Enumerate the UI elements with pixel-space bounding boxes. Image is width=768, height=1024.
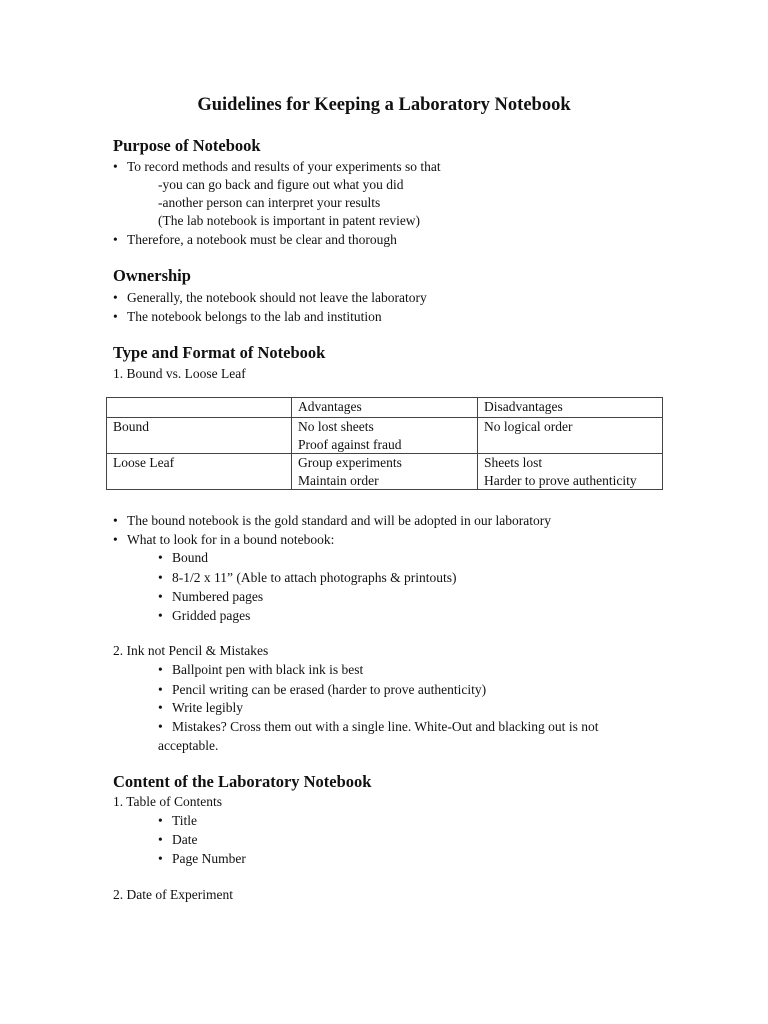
cell-line: Sheets lost <box>484 455 543 470</box>
bullet-item <box>113 157 441 176</box>
document-title: Guidelines for Keeping a Laboratory Notebook <box>197 95 571 115</box>
bullet-text: Gridded pages <box>172 608 251 623</box>
bullet-icon: • <box>158 832 163 847</box>
cell-line: Maintain order <box>298 472 379 488</box>
bullet-icon: • <box>158 550 163 565</box>
bullet-icon: • <box>113 290 118 305</box>
numbered-item: 2. Date of Experiment <box>113 887 233 902</box>
table-cell <box>478 418 663 454</box>
bullet-icon: • <box>158 851 163 866</box>
cell-line: Group experiments <box>298 455 402 470</box>
bullet-icon: • <box>113 513 118 528</box>
sub-text: (The lab notebook is important in patent review) <box>158 213 421 228</box>
bullet-icon: • <box>158 700 163 715</box>
sub-bullet-item <box>158 849 246 868</box>
bullet-icon: • <box>158 682 163 697</box>
heading-content: Content of the Laboratory Notebook <box>113 772 372 791</box>
bullet-item <box>113 511 551 530</box>
sub-bullet-item <box>158 587 263 606</box>
bullet-text: Write legibly <box>172 700 244 715</box>
bullet-icon: • <box>113 159 118 174</box>
cell-line: Harder to prove authenticity <box>484 472 637 488</box>
bullet-text: Page Number <box>172 851 246 866</box>
numbered-item: 1. Bound vs. Loose Leaf <box>113 366 246 381</box>
bullet-text: Mistakes? Cross them out with a single line. White-Out and blacking out is not <box>172 719 599 734</box>
bullet-icon: • <box>158 719 163 734</box>
bullet-text: Therefore, a notebook must be clear and thorough <box>127 232 397 247</box>
table-cell: Loose Leaf <box>107 454 292 490</box>
bullet-text: Date <box>172 832 198 847</box>
cell-line: Proof against fraud <box>298 436 402 452</box>
table-header-cell <box>107 398 292 418</box>
sub-bullet-item <box>158 606 250 625</box>
bullet-icon: • <box>158 813 163 828</box>
table-row <box>107 454 663 490</box>
sub-bullet-item <box>158 811 197 830</box>
bullet-text: Bound <box>172 550 209 565</box>
heading-ownership: Ownership <box>113 266 191 285</box>
bullet-text: 8-1/2 x 11” (Able to attach photographs & printouts) <box>172 570 457 585</box>
sub-text: -you can go back and figure out what you did <box>158 177 404 192</box>
table-cell <box>478 454 663 490</box>
cell-line: No lost sheets <box>298 419 374 434</box>
table-cell <box>292 418 478 454</box>
bullet-text: Numbered pages <box>172 589 264 604</box>
sub-bullet-item <box>158 698 243 717</box>
bullet-text: To record methods and results of your experiments so that <box>127 159 441 174</box>
bullet-text: What to look for in a bound notebook: <box>127 532 335 547</box>
table-header-cell: Advantages <box>292 398 478 418</box>
table-cell <box>292 454 478 490</box>
comparison-table <box>106 397 663 490</box>
bullet-icon: • <box>113 532 118 547</box>
sub-bullet-item <box>158 568 456 587</box>
numbered-item: 2. Ink not Pencil & Mistakes <box>113 643 269 658</box>
table-header-row <box>107 398 663 418</box>
bullet-icon: • <box>113 309 118 324</box>
sub-text: -another person can interpret your results <box>158 195 381 210</box>
bullet-icon: • <box>158 570 163 585</box>
sub-bullet-item <box>158 660 363 679</box>
sub-bullet-item <box>158 830 197 849</box>
bullet-item <box>113 307 382 326</box>
heading-purpose: Purpose of Notebook <box>113 136 261 155</box>
bullet-icon: • <box>158 589 163 604</box>
bullet-icon: • <box>158 662 163 677</box>
cell-line: No logical order <box>484 419 573 434</box>
bullet-text: Ballpoint pen with black ink is best <box>172 662 364 677</box>
bullet-item <box>113 230 397 249</box>
table-row <box>107 418 663 454</box>
sub-bullet-item <box>158 717 598 736</box>
continuation-text: acceptable. <box>158 738 219 753</box>
bullet-item <box>113 530 334 549</box>
sub-bullet-item <box>158 548 208 567</box>
sub-bullet-item <box>158 680 486 699</box>
table-header-cell: Disadvantages <box>478 398 663 418</box>
bullet-icon: • <box>158 608 163 623</box>
numbered-item: 1. Table of Contents <box>113 794 223 809</box>
table-cell: Bound <box>107 418 292 454</box>
bullet-text: Generally, the notebook should not leave the laboratory <box>127 290 427 305</box>
bullet-item <box>113 288 427 307</box>
bullet-text: The notebook belongs to the lab and institution <box>127 309 382 324</box>
bullet-icon: • <box>113 232 118 247</box>
heading-type-format: Type and Format of Notebook <box>113 343 326 362</box>
bullet-text: Title <box>172 813 198 828</box>
bullet-text: The bound notebook is the gold standard and will be adopted in our laboratory <box>127 513 552 528</box>
bullet-text: Pencil writing can be erased (harder to prove authenticity) <box>172 682 487 697</box>
